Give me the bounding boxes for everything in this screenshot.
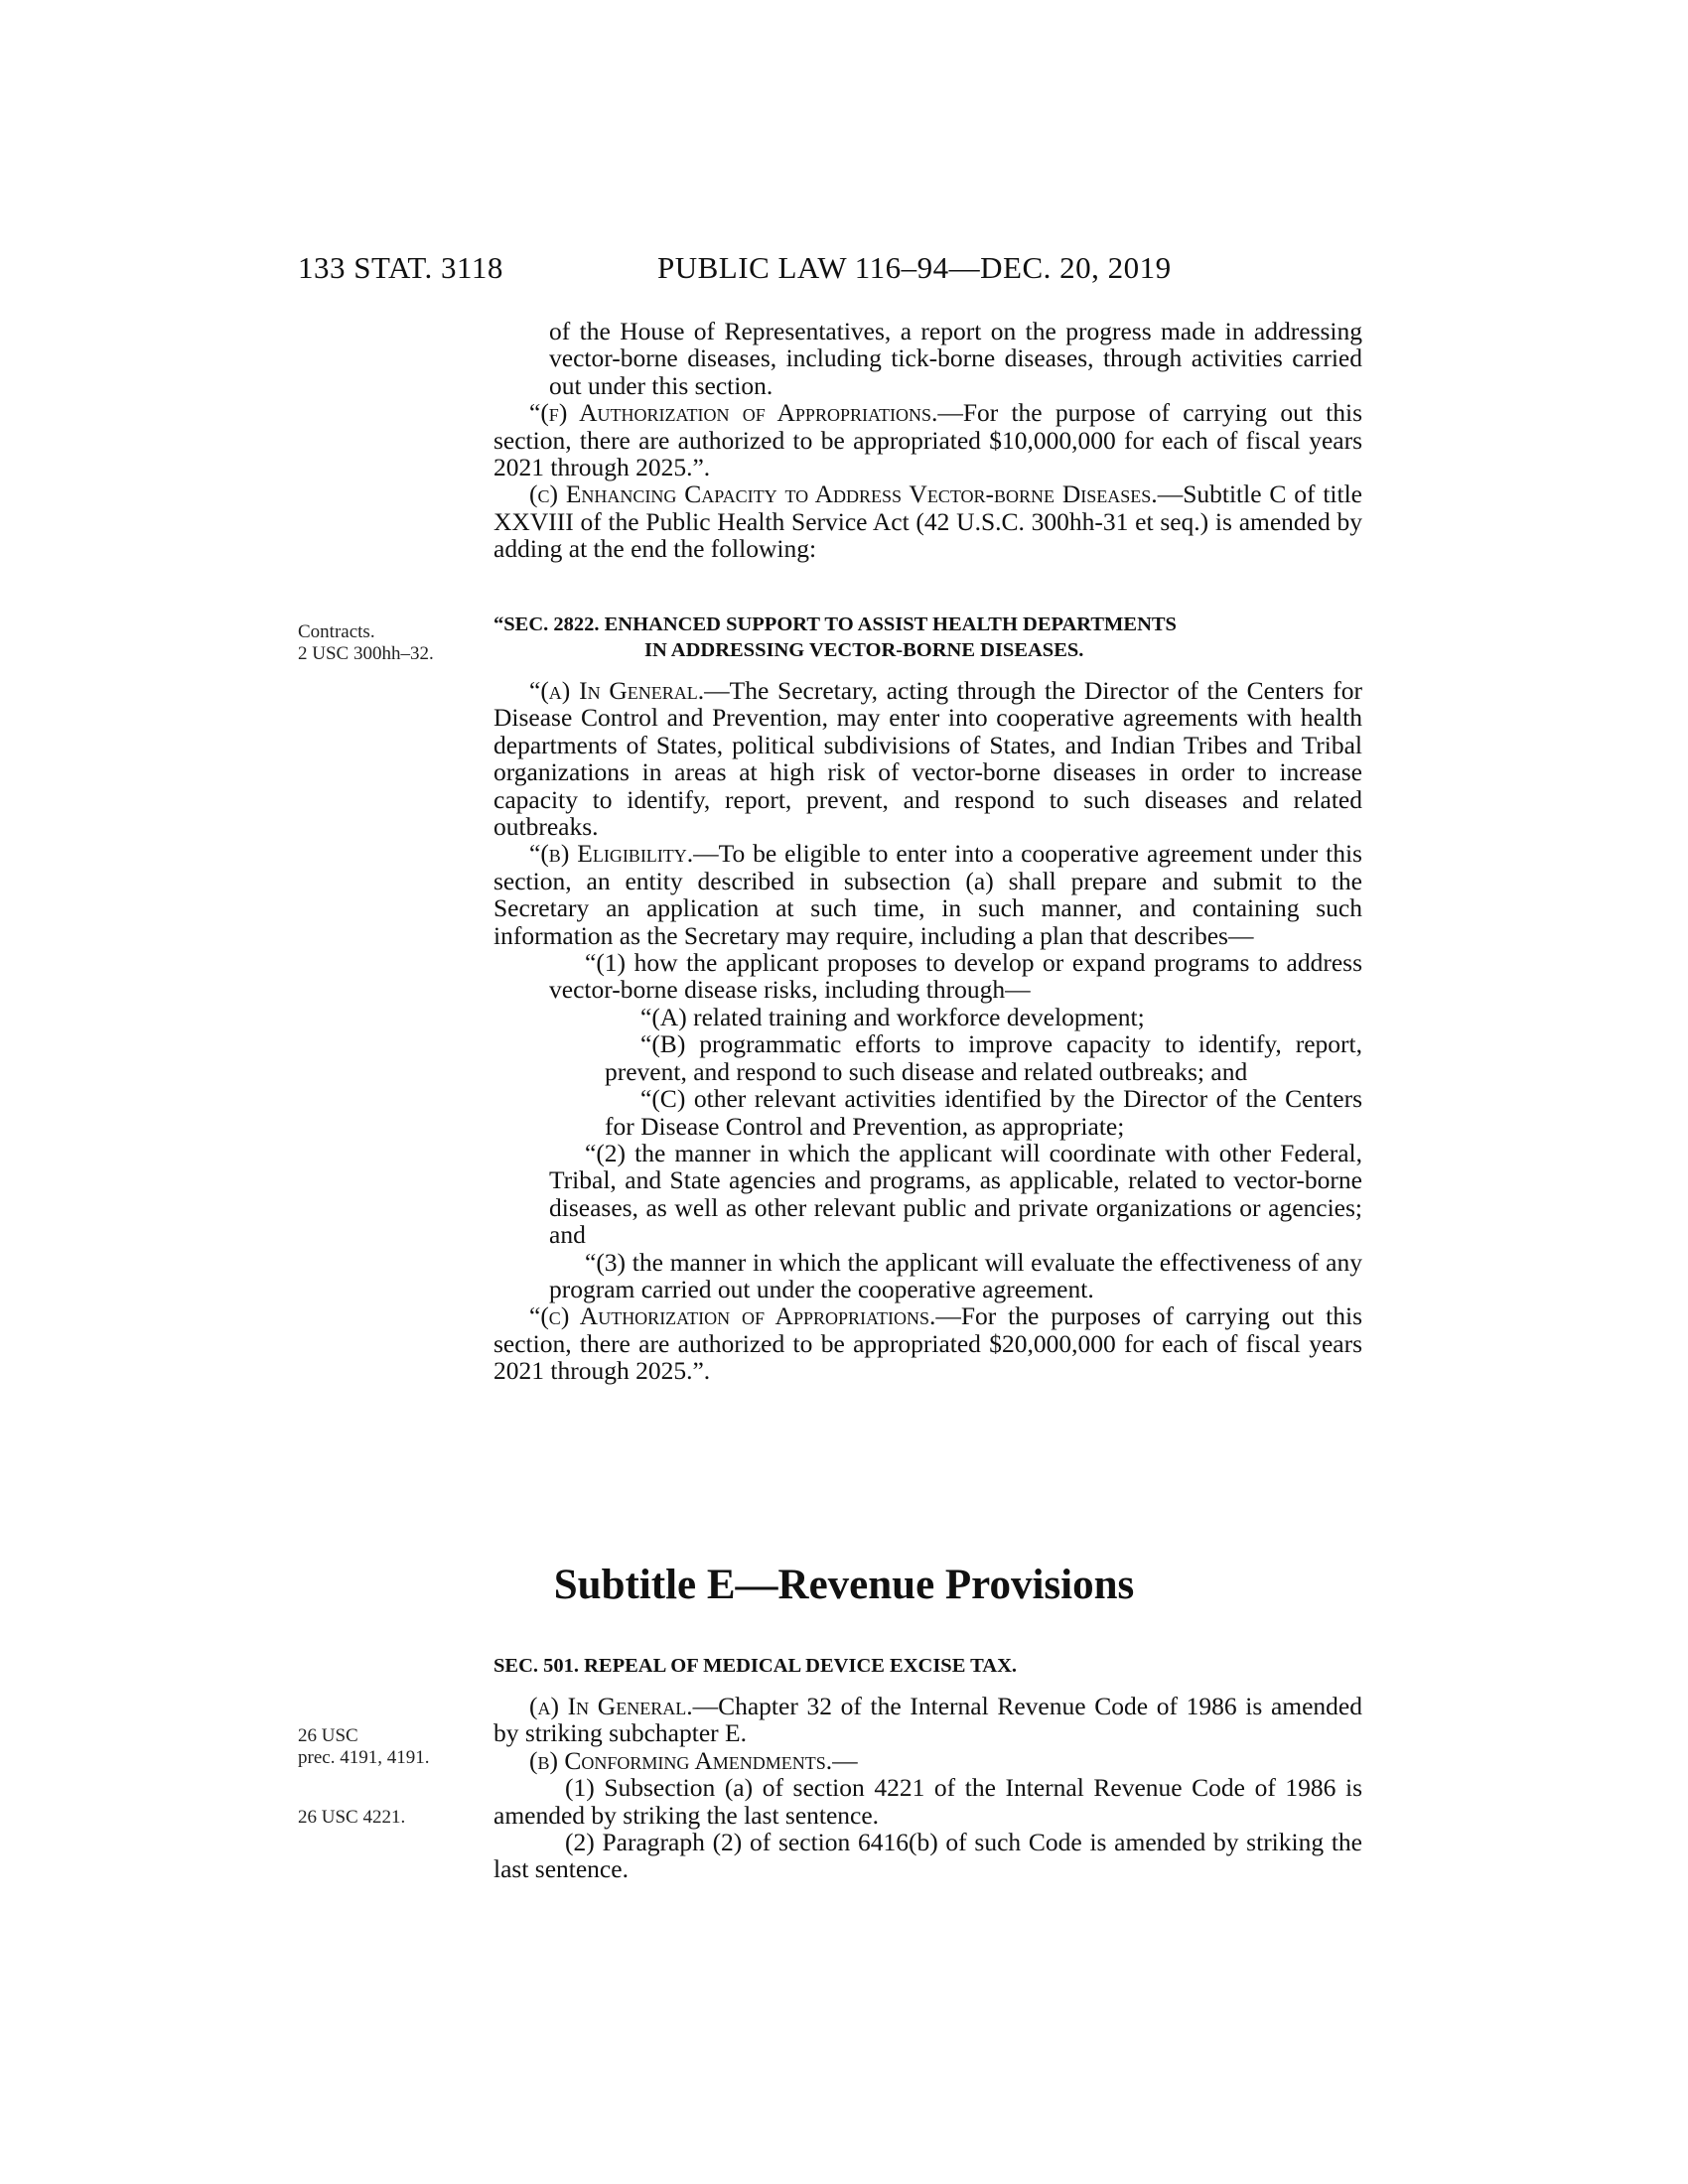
text-block-1: [493, 318, 1362, 563]
section-501-paragraph-2: (2) Paragraph (2) of section 6416(b) of such Code is amended by striking the last sentence.: [493, 1828, 1362, 1884]
margin-note-usc-4191-a: 26 USC: [298, 1725, 358, 1746]
subsection-a: [493, 677, 1362, 840]
section-2822: [493, 612, 1362, 1385]
subsection-b: [493, 840, 1362, 949]
paragraph-f-body: —For the purpose of carrying out this section, there are authorized to be appropriated $10,000,000 for each of fiscal years 2021 through 2025.”.: [493, 398, 1362, 482]
subsection-c-body: —For the purposes of carrying out this section, there are authorized to be appropriated $20,000,000 for each of fiscal years 2021 through 2025.”.: [493, 1301, 1363, 1386]
subparagraph-A: “(A) related training and workforce development;: [640, 1002, 1145, 1031]
margin-note-usc-300hh: 2 USC 300hh–32.: [298, 643, 434, 664]
section-501-b-heading: (b) Conforming Amendments.: [529, 1745, 833, 1775]
section-501-a-heading: (a) In General.: [529, 1692, 693, 1720]
paragraph-continuation: of the House of Representatives, a report on the progress made in addressing vector-borne diseases, including tick-borne diseases, through activities carried out under this section.: [549, 317, 1362, 400]
subparagraph-B: “(B) programmatic efforts to improve capacity to identify, report, prevent, and respond to such disease and related outbreaks; and: [605, 1029, 1362, 1086]
paragraph-2: “(2) the manner in which the applicant will coordinate with other Federal, Tribal, and State agencies and programs, as applicable, related to vector-borne diseases, as well as other relevant public and private organizations or agencies; and: [549, 1138, 1362, 1250]
subsection-b-heading: “(b) Eligibility.: [529, 839, 694, 869]
section-501-paragraph-1: (1) Subsection (a) of section 4221 of the Internal Revenue Code of 1986 is amended by striking the last sentence.: [493, 1773, 1362, 1830]
paragraph-1: “(1) how the applicant proposes to develop or expand programs to address vector-borne disease risks, including through—: [549, 948, 1362, 1005]
section-2822-heading-line2: IN ADDRESSING VECTOR-BORNE DISEASES.: [644, 639, 1084, 661]
paragraph-c-heading: (c) Enhancing Capacity to Address Vector-borne Diseases.: [529, 479, 1158, 509]
margin-note-usc-4191-b: prec. 4191, 4191.: [298, 1747, 430, 1768]
subsection-c: [493, 1302, 1362, 1384]
section-501: [493, 1653, 1362, 1883]
margin-note-contracts: Contracts.: [298, 621, 375, 642]
paragraph-3: “(3) the manner in which the applicant will evaluate the effectiveness of any program carried out under the cooperative agreement.: [549, 1247, 1362, 1303]
margin-note-usc-4221: 26 USC 4221.: [298, 1807, 406, 1828]
subsection-c-heading: “(c) Authorization of Appropriations.: [529, 1301, 936, 1331]
running-header: PUBLIC LAW 116–94—DEC. 20, 2019: [657, 250, 1172, 285]
paragraph-c-body: —Subtitle C of title XXVIII of the Public Health Service Act (42 U.S.C. 300hh-31 et seq.) is amended by adding at the end the following:: [493, 479, 1362, 564]
section-501-subsection-a: [493, 1693, 1362, 1747]
subsection-a-body: —The Secretary, acting through the Director of the Centers for Disease Control and Prevention, may enter into cooperative agreements with health departments of States, political subdivisions of States, and Indian Tribes and Tribal organizations in areas at high risk of vector-borne diseases in order to increase capacity to identify, report, prevent, and respond to such diseases and related outbreaks.: [493, 676, 1362, 842]
paragraph-c: [493, 480, 1362, 562]
paragraph-f: [493, 399, 1362, 480]
statute-page-number: 133 STAT. 3118: [298, 250, 503, 285]
section-501-heading: SEC. 501. REPEAL OF MEDICAL DEVICE EXCISE TAX.: [493, 1655, 1018, 1677]
section-501-subsection-b: [493, 1747, 1362, 1774]
section-501-b-body: —: [832, 1745, 858, 1775]
subsection-a-heading: “(a) In General.: [529, 676, 705, 705]
section-2822-heading-line1: “SEC. 2822. ENHANCED SUPPORT TO ASSIST HEALTH DEPARTMENTS: [493, 614, 1177, 635]
subparagraph-C: “(C) other relevant activities identified by the Director of the Centers for Disease Control and Prevention, as appropriate;: [605, 1084, 1362, 1141]
subtitle-heading: Subtitle E—Revenue Provisions: [553, 1562, 1135, 1608]
section-501-a-body: —Chapter 32 of the Internal Revenue Code of 1986 is amended by striking subchapter E.: [493, 1692, 1362, 1748]
section-2822-heading: [493, 612, 1362, 663]
paragraph-f-heading: “(f) Authorization of Appropriations.: [529, 398, 938, 428]
subsection-b-body: —To be eligible to enter into a cooperative agreement under this section, an entity described in subsection (a) shall prepare and submit to the Secretary an application at such time, in such manner, and containing such information as the Secretary may require, including a plan that describes—: [493, 839, 1362, 950]
